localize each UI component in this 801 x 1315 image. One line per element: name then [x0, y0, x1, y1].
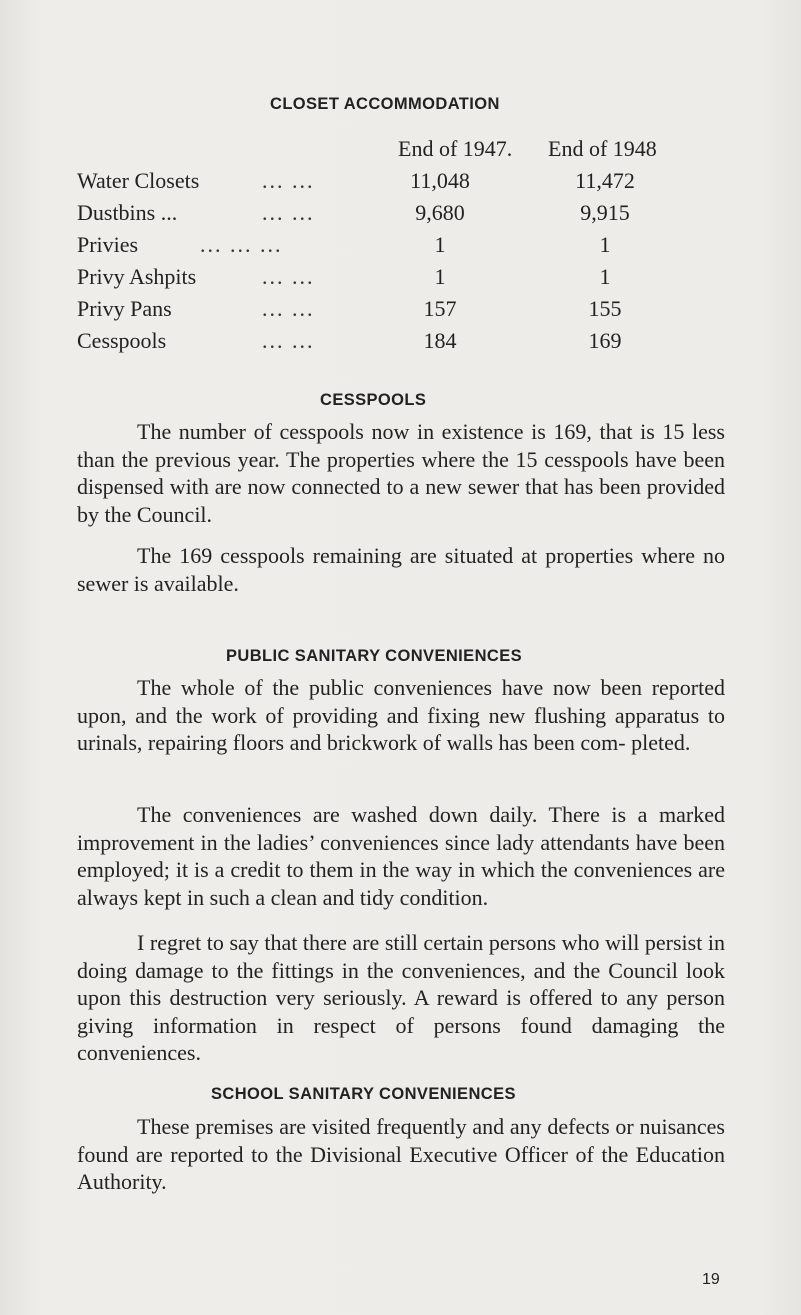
- row-value-1947: 9,680: [415, 200, 465, 225]
- public-conveniences-paragraph-2: The conveniences are washed down daily. There is a marked improvement in the ladies’ conveniences since lady attendants have been employed; it is a credit to them in the way in which the conveniences are always kept in such a clean and tidy condition.: [77, 802, 725, 910]
- cesspools-paragraph-2: The 169 cesspools remaining are situated at properties where no sewer is available.: [77, 543, 725, 596]
- row-value-1947: 184: [423, 328, 457, 353]
- row-leader: ... ...: [262, 296, 315, 321]
- cesspools-paragraph-1: The number of cesspools now in existence is 169, that is 15 less than the previous year. The properties where the 15 cesspools have been dispensed with are now connected to a new sewer that has been provided by the Council.: [77, 419, 725, 527]
- public-conveniences-heading: PUBLIC SANITARY CONVENIENCES: [226, 647, 523, 665]
- row-leader: ... ...: [262, 328, 315, 353]
- row-value-1948: 9,915: [580, 200, 630, 225]
- row-value-1948: 169: [588, 328, 622, 353]
- row-label: Dustbins ...: [77, 200, 178, 225]
- row-value-1948: 11,472: [575, 168, 635, 193]
- column-header-1947: End of 1947.: [398, 136, 513, 161]
- page-number: 19: [702, 1271, 720, 1288]
- column-header-1948: End of 1948: [548, 136, 657, 161]
- row-label: Cesspools: [77, 328, 167, 353]
- row-leader: ... ...: [262, 264, 315, 289]
- row-value-1947: 1: [434, 232, 446, 257]
- row-value-1948: 155: [588, 296, 622, 321]
- row-value-1947: 11,048: [410, 168, 470, 193]
- row-leader: ... ...: [262, 168, 315, 193]
- school-conveniences-paragraph: These premises are visited frequently and any defects or nuisances found are reported to the Divisional Executive Officer of the Education Authority.: [77, 1114, 725, 1194]
- school-conveniences-heading: SCHOOL SANITARY CONVENIENCES: [211, 1085, 516, 1103]
- row-value-1948: 1: [599, 232, 611, 257]
- row-label: Privy Pans: [77, 296, 172, 321]
- row-value-1947: 1: [434, 264, 446, 289]
- closet-accommodation-heading: CLOSET ACCOMMODATION: [270, 95, 500, 113]
- row-label: Privy Ashpits: [77, 264, 197, 289]
- cesspools-heading: CESSPOOLS: [320, 391, 427, 409]
- row-label: Water Closets: [77, 168, 200, 193]
- row-label: Privies: [77, 232, 139, 257]
- row-value-1947: 157: [423, 296, 457, 321]
- public-conveniences-paragraph-3: I regret to say that there are still certain persons who will persist in doing damage to the fittings in the conveniences, and the Council look upon this destruction very seriously. A reward is offered to any person giving information in respect of persons found damaging the conveniences.: [77, 930, 725, 1065]
- row-leader: ... ... ...: [200, 232, 283, 257]
- row-value-1948: 1: [599, 264, 611, 289]
- row-leader: ... ...: [262, 200, 315, 225]
- public-conveniences-paragraph-1: The whole of the public conveniences have now been reported upon, and the work of providing and fixing new flushing apparatus to urinals, repairing floors and brickwork of walls has been com- pleted.: [77, 675, 725, 755]
